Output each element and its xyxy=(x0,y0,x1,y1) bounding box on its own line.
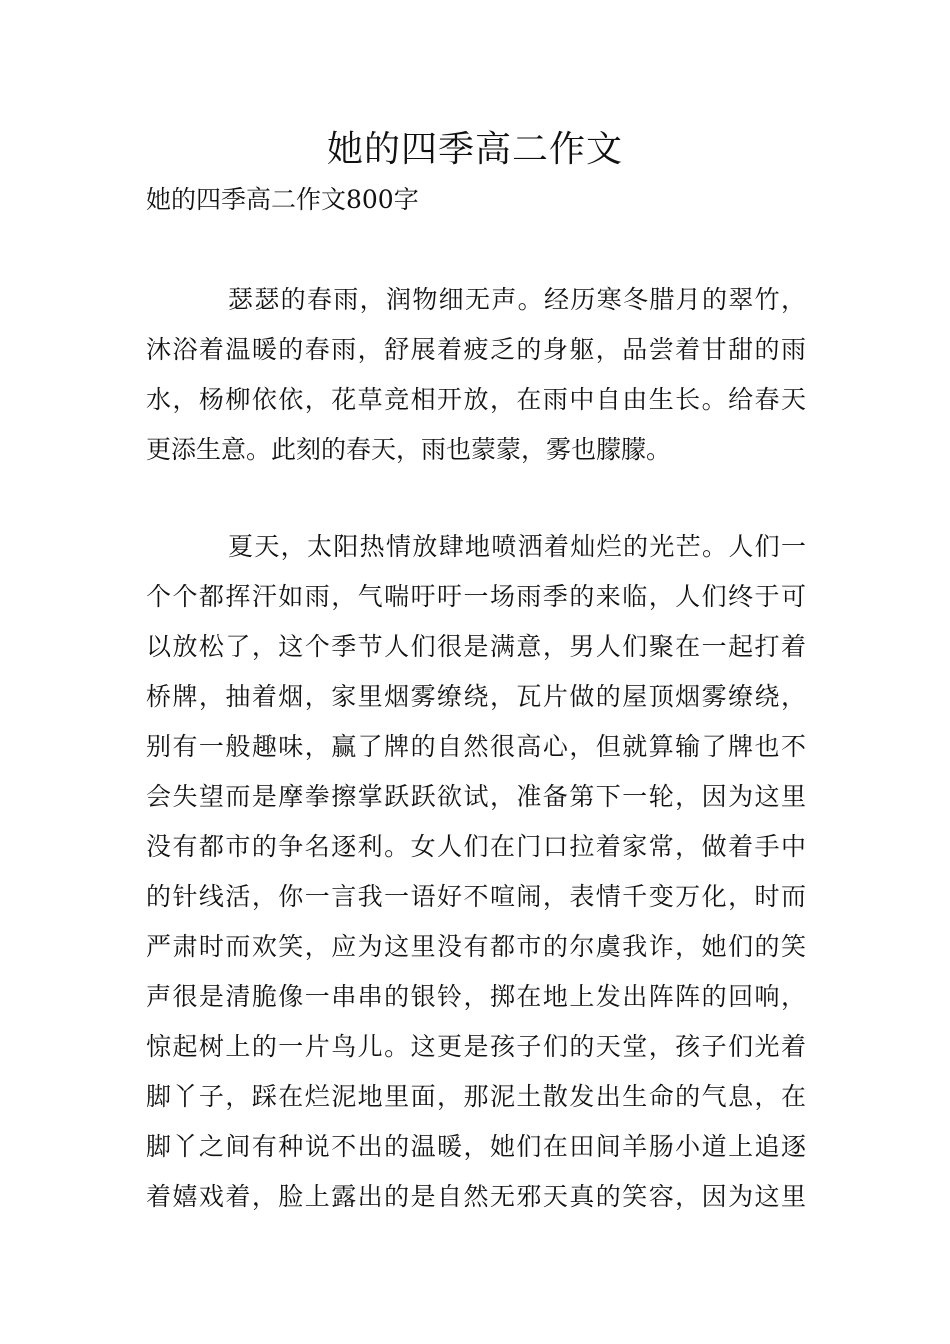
paragraph-line: 会失望而是摩拳擦掌跃跃欲试，准备第下一轮，因为这里 xyxy=(146,782,806,811)
paragraph-line: 惊起树上的一片鸟儿。这更是孩子们的天堂，孩子们光着 xyxy=(146,1032,806,1061)
paragraph-line: 着嬉戏着，脸上露出的是自然无邪天真的笑容，因为这里 xyxy=(146,1182,806,1211)
paragraph-line: 严肃时而欢笑，应为这里没有都市的尔虞我诈，她们的笑 xyxy=(146,932,806,961)
paragraph-line: 更添生意。此刻的春天，雨也蒙蒙，雾也朦朦。 xyxy=(146,435,672,464)
paragraph-line: 桥牌，抽着烟，家里烟雾缭绕，瓦片做的屋顶烟雾缭绕， xyxy=(146,682,806,711)
paragraph-line: 没有都市的争名逐利。女人们在门口拉着家常，做着手中 xyxy=(146,832,806,861)
paragraph-line: 夏天，太阳热情放肆地喷洒着灿烂的光芒。人们一 xyxy=(228,532,806,561)
document-title: 她的四季高二作文 xyxy=(326,129,623,170)
paragraph-summer xyxy=(146,522,806,1222)
paragraph-line: 以放松了，这个季节人们很是满意，男人们聚在一起打着 xyxy=(146,632,806,661)
paragraph-line: 水，杨柳依依，花草竞相开放，在雨中自由生长。给春天 xyxy=(146,385,806,414)
paragraph-line: 个个都挥汗如雨，气喘吁吁一场雨季的来临，人们终于可 xyxy=(146,582,806,611)
paragraph-line: 脚丫之间有种说不出的温暖，她们在田间羊肠小道上追逐 xyxy=(146,1132,806,1161)
paragraph-line: 沐浴着温暖的春雨，舒展着疲乏的身躯，品尝着甘甜的雨 xyxy=(146,335,806,364)
paragraph-line: 声很是清脆像一串串的银铃，掷在地上发出阵阵的回响， xyxy=(146,982,806,1011)
paragraph-line: 瑟瑟的春雨，润物细无声。经历寒冬腊月的翠竹， xyxy=(228,285,806,314)
paragraph-line: 的针线活，你一言我一语好不喧闹，表情千变万化，时而 xyxy=(146,882,806,911)
paragraph-spring xyxy=(146,275,806,475)
paragraph-line: 脚丫子，踩在烂泥地里面，那泥土散发出生命的气息，在 xyxy=(146,1082,806,1111)
document-subtitle: 她的四季高二作文800字 xyxy=(146,185,419,214)
paragraph-line: 别有一般趣味，赢了牌的自然很高心，但就算输了牌也不 xyxy=(146,732,806,761)
